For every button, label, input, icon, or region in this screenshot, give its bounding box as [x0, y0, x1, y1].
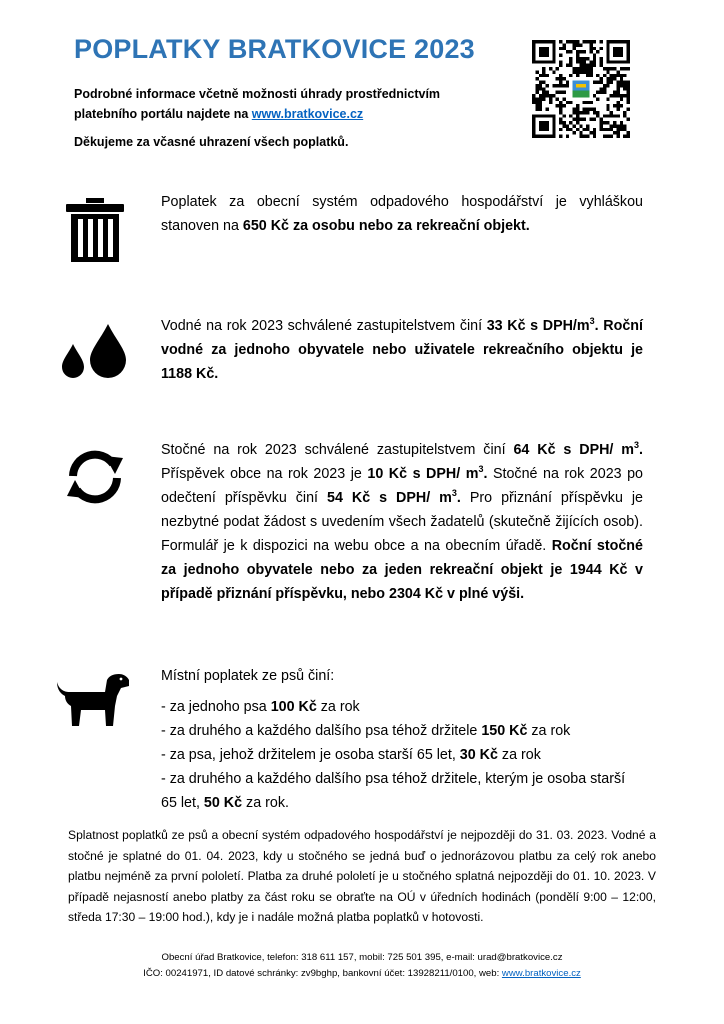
dog-item-text: - za druhého a každého dalšího psa téhož držitele [161, 723, 482, 739]
sewage-annual: Roční stočné za jednoho obyvatele nebo za jeden rekreační objekt je 1944 Kč v případě přiznání příspěvku, nebo 2304 Kč v plné výši. [161, 538, 643, 602]
intro-line-2 [74, 104, 494, 124]
water-sup: 3 [589, 316, 595, 327]
intro-line-2-text: platebního portálu najdete na [74, 107, 252, 121]
dog-item-text: - za druhého a každého dalšího psa téhož držitele, kterým je osoba starší 65 let, [161, 771, 626, 811]
dog-item-suffix: za rok. [242, 795, 289, 811]
list-item [161, 767, 643, 815]
dog-item-suffix: za rok [497, 747, 541, 763]
list-item [161, 719, 643, 743]
dog-icon [55, 672, 131, 728]
water-drops-icon [60, 322, 128, 378]
contact-info [0, 950, 724, 982]
payment-deadlines-text: Splatnost poplatků ze psů a obecní systém odpadového hospodářství je nejpozději do 31. 03. 2023. Vodné a stočné je splatné do 01. 04. 2023, kdy u stočného se jedná buď o jednorázovou platbu za celý rok anebo platbu nejméně za první pololetí. Platba za druhé pololetí je u stočného splatná nejpozději do 01. 10. 2023. V případě nejasností anebo platby za část roku se obraťte na OÚ v úředních hodinách (pondělí 9:00 – 12:00, středa 17:30 – 19:00 hod.), kdy je i nadále možná platba poplatků v hotovosti. [68, 828, 656, 924]
sewage-contribution: 10 Kč s DPH/ m [367, 466, 479, 482]
waste-amount: 650 Kč za osobu nebo za rekreační objekt. [242, 218, 530, 234]
list-item [161, 743, 643, 767]
sewage-text-4: Pro přiznání příspěvku je nezbytné podat žádost s uvedením všech žadatelů (skutečně žijících osob). Formulář je k dispozici na webu obce a na obecním úřadě. [161, 490, 643, 554]
dog-item-suffix: za rok [316, 699, 360, 715]
sewage-sup-1: 3 [634, 440, 640, 451]
water-amount-end: . [594, 318, 599, 334]
water-amount: 33 Kč s DPH/m [486, 318, 590, 334]
water-annual: Roční vodné za jednoho obyvatele nebo uživatele rekreačního objektu je 1188 Kč. [161, 318, 643, 382]
dog-item-amount: 50 Kč [203, 795, 243, 811]
sewage-sup-2: 3 [478, 464, 484, 475]
water-fee-text [161, 314, 643, 386]
dog-item-text: - za jednoho psa [161, 699, 271, 715]
list-item [161, 695, 643, 719]
sewage-rate: 64 Kč s DPH/ m [513, 442, 635, 458]
dog-item-suffix: za rok [527, 723, 571, 739]
footer-website-link[interactable]: www.bratkovice.cz [501, 968, 581, 979]
sewage-fee-text: Stočné na rok 2023 schválené zastupitelstvem činí 64 Kč s DPH/ $m^3$. Příspěvek obce na rok 2023 je 10 Kč s DPH/ $m^3$. Stočné na rok 2023 po odečtení příspěvku činí 54 Kč s DPH/ $m^3$. Pro přiznání příspěvku je nezbytné podat žádost s uvedením všech žadatelů (skutečně žijících osob). Formulář je k dispozici na webu obce a na obecním úřadě. Roční stočné za jednoho obyvatele nebo za jeden rekreační objekt je 1944 Kč v případě přiznání příspěvku, nebo 2304 Kč v plné výši. [161, 440, 644, 602]
thanks-text: Děkujeme za včasné uhrazení všech poplatků. [74, 135, 349, 149]
dog-item-amount: 100 Kč [270, 699, 317, 715]
water-text: Vodné na rok 2023 schválené zastupitelstvem činí [161, 318, 487, 334]
waste-text: Poplatek za obecní systém odpadového hospodářství je vyhláškou stanoven na [161, 194, 643, 234]
intro-line-1: Podrobné informace včetně možnosti úhrady prostřednictvím [74, 87, 441, 101]
waste-fee-text [161, 190, 643, 238]
website-link[interactable]: www.bratkovice.cz [251, 107, 364, 121]
dog-item-amount: 150 Kč [481, 723, 528, 739]
dog-fee-list [161, 664, 643, 815]
contact-line-2 [0, 966, 724, 982]
sewage-text-1: Stočné na rok 2023 schválené zastupitelstvem činí [161, 442, 514, 458]
dog-fee-heading: Místní poplatek ze psů činí: [161, 668, 335, 684]
page-title: POPLATKY BRATKOVICE 2023 [74, 34, 475, 64]
contact-line-1: Obecní úřad Bratkovice, telefon: 318 611 157, mobil: 725 501 395, e-mail: urad@bratkovice.cz [161, 952, 563, 963]
contact-line-2-text: IČO: 00241971, ID datové schránky: zv9bghp, bankovní účet: 13928211/0100, web: [143, 968, 502, 979]
dog-item-amount: 30 Kč [459, 747, 498, 763]
dog-item-text: - za psa, jehož držitelem je osoba starší 65 let, [161, 747, 460, 763]
trash-icon [64, 198, 126, 262]
sewage-text-2: Příspěvek obce na rok 2023 je [161, 466, 368, 482]
sewage-net-rate: 54 Kč s DPH/ m [327, 490, 452, 506]
intro-text [74, 84, 494, 152]
recycle-arrows-icon [63, 450, 127, 504]
qr-code-icon [532, 40, 630, 138]
sewage-text-3: Stočné na rok 2023 po odečtení příspěvku činí [161, 466, 644, 506]
sewage-sup-3: 3 [451, 488, 457, 499]
